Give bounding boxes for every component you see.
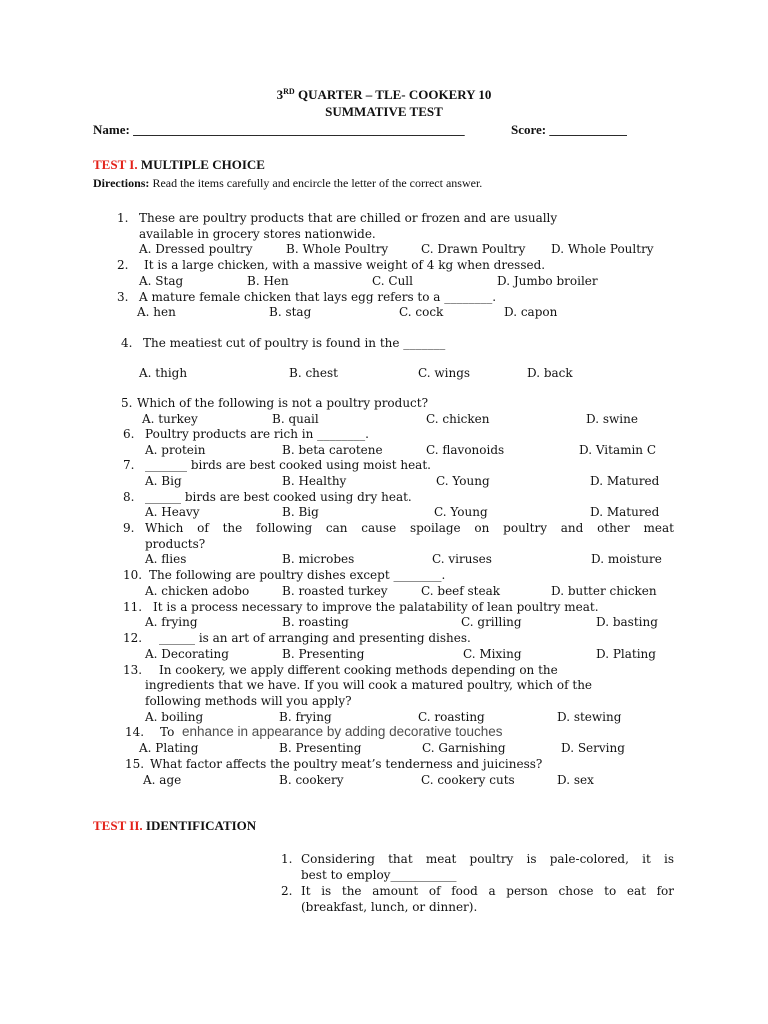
option-b: B. cookery — [279, 773, 344, 787]
option-c: C. viruses — [432, 552, 492, 566]
option-d: D. Serving — [561, 741, 625, 755]
quarter-ordinal: RD — [283, 87, 295, 96]
item-number: 1. — [281, 852, 293, 866]
option-b: B. Hen — [247, 274, 289, 288]
item-text: Considering that meat poultry is pale-colored, it is — [301, 852, 674, 866]
option-d: D. sex — [557, 773, 594, 787]
question-text: Which of the following is not a poultry product? — [137, 396, 429, 410]
directions-label: Directions: — [93, 176, 150, 190]
question-text: Poultry products are rich in ________. — [145, 427, 369, 441]
question-text: ______ is an art of arranging and presenting dishes. — [159, 631, 471, 645]
option-c: C. Cull — [372, 274, 413, 288]
option-c: C. Mixing — [463, 647, 522, 661]
question-number: 12. — [123, 631, 143, 645]
option-d: D. moisture — [591, 552, 662, 566]
option-b: B. microbes — [282, 552, 355, 566]
option-d: D. swine — [586, 412, 638, 426]
test2-heading — [93, 818, 256, 834]
option-b: B. Healthy — [282, 474, 347, 488]
question-number: 2. — [117, 258, 129, 272]
option-a: A. protein — [145, 443, 206, 457]
option-a: A. hen — [137, 305, 176, 319]
option-b: B. roasted turkey — [282, 584, 388, 598]
question-number: 1. — [117, 211, 129, 225]
option-d: D. Matured — [590, 505, 660, 519]
question-text: ______ birds are best cooked using dry heat. — [145, 490, 412, 504]
question-number: 5. — [121, 396, 133, 410]
option-a: A. Stag — [139, 274, 184, 288]
item-text: It is the amount of food a person chose to eat for — [301, 884, 674, 898]
option-c: C. flavonoids — [426, 443, 505, 457]
option-a: A. Big — [145, 474, 182, 488]
option-a: A. Decorating — [145, 647, 229, 661]
option-b: B. chest — [289, 366, 338, 380]
option-b: B. Presenting — [282, 647, 365, 661]
question-text: products? — [145, 537, 206, 551]
test1-title: MULTIPLE CHOICE — [140, 157, 265, 172]
question-text: What factor affects the poultry meat’s tenderness and juiciness? — [150, 757, 543, 771]
question-text: It is a process necessary to improve the palatability of lean poultry meat. — [153, 600, 599, 614]
question-text: The meatiest cut of poultry is found in the _______ — [143, 336, 446, 350]
option-c: C. chicken — [426, 412, 490, 426]
question-text: A mature female chicken that lays egg refers to a ________. — [139, 290, 497, 304]
question-text: These are poultry products that are chilled or frozen and are usually — [139, 211, 558, 225]
question-text: following methods will you apply? — [145, 694, 352, 708]
question-text: It is a large chicken, with a massive weight of 4 kg when dressed. — [144, 258, 546, 272]
option-a: A. Plating — [139, 741, 199, 755]
question-text: available in grocery stores nationwide. — [139, 227, 376, 241]
option-d: D. basting — [596, 615, 658, 629]
option-c: C. wings — [418, 366, 471, 380]
option-b: B. frying — [279, 710, 332, 724]
item-text: (breakfast, lunch, or dinner). — [301, 900, 478, 914]
option-c: C. roasting — [418, 710, 485, 724]
question-text: enhance in appearance by adding decorative touches — [182, 724, 503, 739]
question-text: Which of the following can cause spoilage on poultry and other meat — [145, 521, 674, 535]
directions-text: Read the items carefully and encircle the letter of the correct answer. — [152, 176, 483, 190]
option-c: C. grilling — [461, 615, 522, 629]
directions — [93, 175, 482, 191]
option-d: D. butter chicken — [551, 584, 657, 598]
option-a: A. frying — [145, 615, 198, 629]
option-b: B. quail — [272, 412, 319, 426]
option-d: D. Vitamin C — [579, 443, 657, 457]
option-c: C. cock — [399, 305, 444, 319]
option-a: A. Heavy — [145, 505, 200, 519]
name-label: Name: — [93, 122, 130, 137]
score-field — [511, 122, 627, 138]
option-b: B. Whole Poultry — [286, 242, 389, 256]
question-text-lead: To — [160, 725, 175, 739]
question-text: _______ birds are best cooked using moist heat. — [145, 458, 431, 472]
question-number: 4. — [121, 336, 133, 350]
item-text: best to employ___________ — [301, 868, 457, 882]
item-number: 2. — [281, 884, 293, 898]
option-b: B. roasting — [282, 615, 349, 629]
option-a: A. boiling — [145, 710, 204, 724]
option-c: C. Young — [436, 474, 490, 488]
test1-heading — [93, 157, 265, 173]
option-d: D. Matured — [590, 474, 660, 488]
option-b: B. Presenting — [279, 741, 362, 755]
option-a: A. flies — [145, 552, 187, 566]
question-number: 8. — [123, 490, 135, 504]
test2-label: TEST II. — [93, 818, 143, 833]
question-number: 7. — [123, 458, 135, 472]
option-b: B. stag — [269, 305, 312, 319]
score-blank: ____________ — [549, 122, 628, 137]
test2-title: IDENTIFICATION — [145, 818, 257, 833]
option-a: A. thigh — [139, 366, 188, 380]
title-text: QUARTER – TLE- COOKERY 10 — [294, 87, 492, 102]
name-blank: ___________________________________________________ — [133, 122, 465, 137]
option-b: B. beta carotene — [282, 443, 383, 457]
question-number: 13. — [123, 663, 143, 677]
option-c: C. Garnishing — [422, 741, 506, 755]
quarter-number: 3 — [276, 87, 284, 102]
question-number: 9. — [123, 521, 135, 535]
option-d: D. Jumbo broiler — [497, 274, 598, 288]
option-c: C. beef steak — [421, 584, 501, 598]
test-subtitle: SUMMATIVE TEST — [325, 104, 443, 119]
question-number: 15. — [125, 757, 145, 771]
option-c: C. Young — [434, 505, 488, 519]
option-c: C. cookery cuts — [421, 773, 515, 787]
option-c: C. Drawn Poultry — [421, 242, 526, 256]
question-number: 11. — [123, 600, 143, 614]
option-a: A. age — [143, 773, 182, 787]
question-text: ingredients that we have. If you will cook a matured poultry, which of the — [145, 678, 593, 692]
test1-label: TEST I. — [93, 157, 138, 172]
option-b: B. Big — [282, 505, 319, 519]
option-d: D. back — [527, 366, 573, 380]
question-number: 10. — [123, 568, 143, 582]
question-text: In cookery, we apply different cooking methods depending on the — [159, 663, 558, 677]
option-a: A. turkey — [142, 412, 198, 426]
option-a: A. Dressed poultry — [139, 242, 253, 256]
question-number: 14. — [125, 725, 145, 739]
question-number: 3. — [117, 290, 129, 304]
question-number: 6. — [123, 427, 135, 441]
question-text: The following are poultry dishes except ________. — [149, 568, 446, 582]
score-label: Score: — [511, 122, 547, 137]
option-d: D. capon — [504, 305, 558, 319]
option-d: D. Plating — [596, 647, 656, 661]
test-title — [0, 87, 768, 103]
option-a: A. chicken adobo — [145, 584, 250, 598]
option-d: D. Whole Poultry — [551, 242, 654, 256]
name-field — [93, 122, 468, 138]
option-d: D. stewing — [557, 710, 622, 724]
